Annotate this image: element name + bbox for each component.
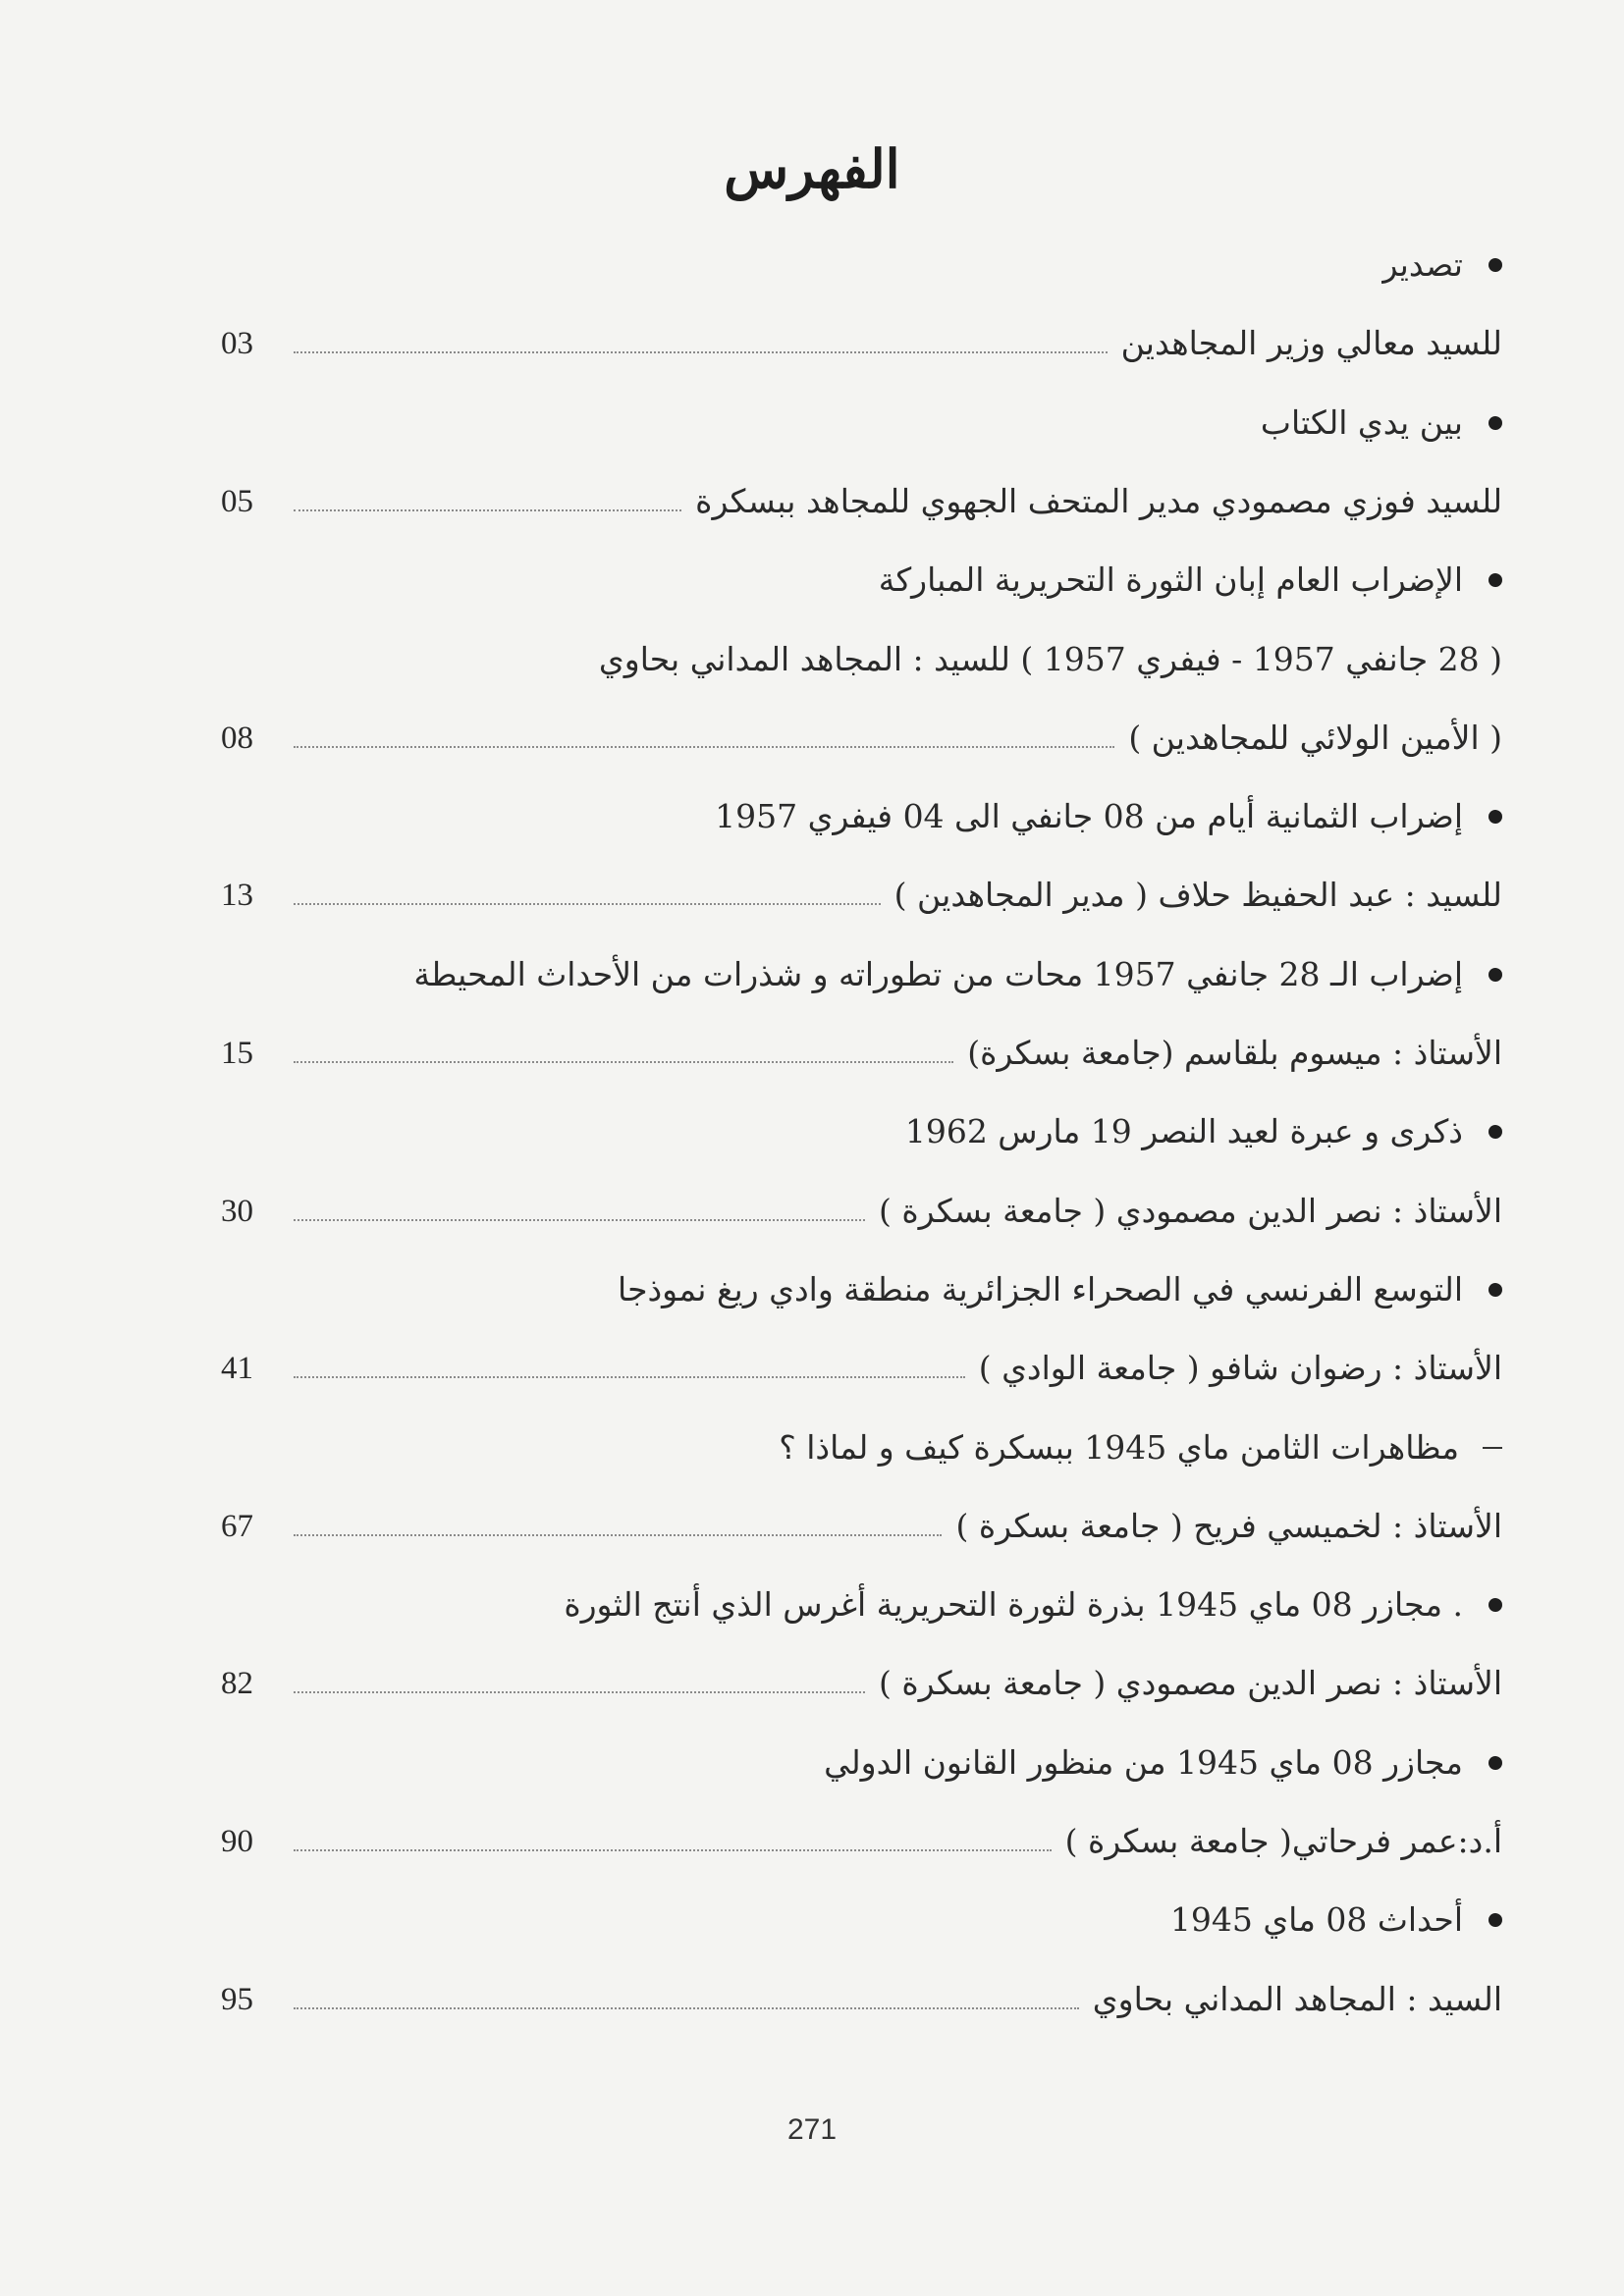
toc-entry <box>221 1182 1502 1241</box>
toc-topic <box>221 1575 1502 1634</box>
toc-entry-author: السيد : المجاهد المداني بحاوي <box>1092 1979 1502 2018</box>
toc-topic-title: ذكرى و عبرة لعيد النصر 19 مارس 1962 <box>904 1112 1463 1151</box>
toc-entry-row <box>221 1654 1502 1713</box>
toc-entry-author: الأستاذ : نصر الدين مصمودي ( جامعة بسكرة ) <box>878 1191 1502 1230</box>
toc-entry-row <box>221 1970 1502 2029</box>
toc-page-number: 90 <box>221 1824 253 1859</box>
toc-entry-row <box>221 1339 1502 1398</box>
dot-leader <box>294 1376 965 1378</box>
toc-topic-row <box>221 551 1502 610</box>
dot-leader <box>294 1534 942 1536</box>
bullet-icon <box>1489 1125 1502 1139</box>
toc-topic-row <box>221 1891 1502 1949</box>
toc-topic-row <box>221 630 1502 689</box>
toc-entry <box>221 709 1502 768</box>
toc-topic-title: مجازر 08 ماي 1945 من منظور القانون الدولي <box>824 1742 1463 1782</box>
toc-topic-title: إضراب الـ 28 جانفي 1957 محات من تطوراته و شذرات من الأحداث المحيطة <box>413 954 1463 993</box>
toc-entry-row <box>221 1024 1502 1083</box>
bullet-icon <box>1489 1913 1502 1927</box>
toc-entry-author: الأستاذ : ميسوم بلقاسم (جامعة بسكرة) <box>967 1034 1502 1072</box>
toc-topic-title: بين يدي الكتاب <box>1260 402 1463 442</box>
dot-leader <box>294 351 1108 353</box>
toc-entry <box>221 1970 1502 2029</box>
toc-entry-author: للسيد فوزي مصمودي مدير المتحف الجهوي للمجاهد ببسكرة <box>695 481 1502 520</box>
toc-entry <box>221 314 1502 373</box>
toc-entry-author: الأستاذ : لخميسي فريح ( جامعة بسكرة ) <box>955 1506 1502 1545</box>
toc-topic <box>221 945 1502 1004</box>
bullet-icon <box>1489 416 1502 430</box>
toc-topic <box>221 787 1502 846</box>
toc-entry-row <box>221 866 1502 925</box>
toc-entry <box>221 472 1502 531</box>
toc-topic <box>221 236 1502 294</box>
toc-entry-row <box>221 472 1502 531</box>
toc-entry-author: للسيد معالي وزير المجاهدين <box>1120 324 1502 363</box>
toc-topic <box>221 1891 1502 1949</box>
dot-leader <box>294 509 681 511</box>
toc-topic <box>221 630 1502 689</box>
toc-topic-row <box>221 1575 1502 1634</box>
toc-entry <box>221 1812 1502 1871</box>
toc-topic-row <box>221 394 1502 453</box>
toc-topic-title: . مجازر 08 ماي 1945 بذرة لثورة التحريرية أغرس الذي أنتج الثورة <box>564 1585 1463 1625</box>
toc-entry-row <box>221 709 1502 768</box>
toc-entry-author: الأستاذ : رضوان شافو ( جامعة الوادي ) <box>978 1349 1502 1388</box>
bullet-icon <box>1489 1598 1502 1612</box>
toc-page-number: 03 <box>221 326 253 362</box>
toc-entry-row <box>221 1812 1502 1871</box>
toc-entry <box>221 1497 1502 1556</box>
dot-leader <box>294 2007 1079 2009</box>
toc-topic-row <box>221 1418 1502 1477</box>
toc-topic-row <box>221 236 1502 294</box>
toc-entry-row <box>221 1497 1502 1556</box>
toc-page-number: 82 <box>221 1666 253 1702</box>
toc-entry-author: للسيد : عبد الحفيظ حلاف ( مدير المجاهدين ) <box>893 876 1502 915</box>
dot-leader <box>294 746 1114 748</box>
toc-topic <box>221 551 1502 610</box>
toc-entry-row <box>221 1182 1502 1241</box>
dot-leader <box>294 903 881 905</box>
toc-page-number: 13 <box>221 878 253 914</box>
toc-page-number: 08 <box>221 720 253 756</box>
toc-topic-title: التوسع الفرنسي في الصحراء الجزائرية منطقة وادي ريغ نموذجا <box>618 1269 1463 1308</box>
toc-page-number: 05 <box>221 483 253 519</box>
dot-leader <box>294 1691 865 1693</box>
page-number: 271 <box>786 2113 838 2146</box>
toc-topic-title: إضراب الثمانية أيام من 08 جانفي الى 04 فيفري 1957 <box>715 797 1463 836</box>
toc-topic-row <box>221 1260 1502 1319</box>
toc-page-number: 30 <box>221 1193 253 1229</box>
toc-entry-author: ( الأمين الولائي للمجاهدين ) <box>1128 718 1502 757</box>
toc-topic-row <box>221 787 1502 846</box>
toc-entry-row <box>221 314 1502 373</box>
toc-topic-title: تصدير <box>1381 245 1463 284</box>
bullet-icon <box>1489 810 1502 824</box>
dash-icon <box>1483 1447 1502 1449</box>
toc-topic-title: الإضراب العام إبان الثورة التحريرية المباركة <box>878 561 1463 600</box>
toc-topic <box>221 394 1502 453</box>
toc-topic <box>221 1418 1502 1477</box>
bullet-icon <box>1489 573 1502 587</box>
dot-leader <box>294 1061 953 1063</box>
toc-entry-author: أ.د:عمر فرحاتي( جامعة بسكرة ) <box>1064 1822 1502 1860</box>
page-title: الفهرس <box>724 137 900 200</box>
toc-topic-title: مظاهرات الثامن ماي 1945 ببسكرة كيف و لماذا ؟ <box>779 1427 1459 1467</box>
toc-entry <box>221 1654 1502 1713</box>
bullet-icon <box>1489 968 1502 982</box>
toc-page-number: 41 <box>221 1351 253 1387</box>
toc-page-number: 15 <box>221 1036 253 1071</box>
toc-topic <box>221 1102 1502 1161</box>
toc-topic-title: أحداث 08 ماي 1945 <box>1169 1900 1463 1940</box>
toc-topic-title: ( 28 جانفي 1957 - فيفري 1957 ) للسيد : المجاهد المداني بحاوي <box>598 639 1502 678</box>
toc-entry <box>221 1024 1502 1083</box>
bullet-icon <box>1489 258 1502 272</box>
toc-topic <box>221 1260 1502 1319</box>
toc-topic-row <box>221 1734 1502 1792</box>
toc-topic-row <box>221 945 1502 1004</box>
toc-page-number: 67 <box>221 1508 253 1544</box>
dot-leader <box>294 1219 865 1221</box>
toc-entry <box>221 1339 1502 1398</box>
dot-leader <box>294 1849 1052 1851</box>
bullet-icon <box>1489 1283 1502 1297</box>
toc-entry-author: الأستاذ : نصر الدين مصمودي ( جامعة بسكرة ) <box>878 1664 1502 1703</box>
toc-topic <box>221 1734 1502 1792</box>
toc-entry <box>221 866 1502 925</box>
bullet-icon <box>1489 1756 1502 1770</box>
toc-page-number: 95 <box>221 1981 253 2017</box>
toc-topic-row <box>221 1102 1502 1161</box>
